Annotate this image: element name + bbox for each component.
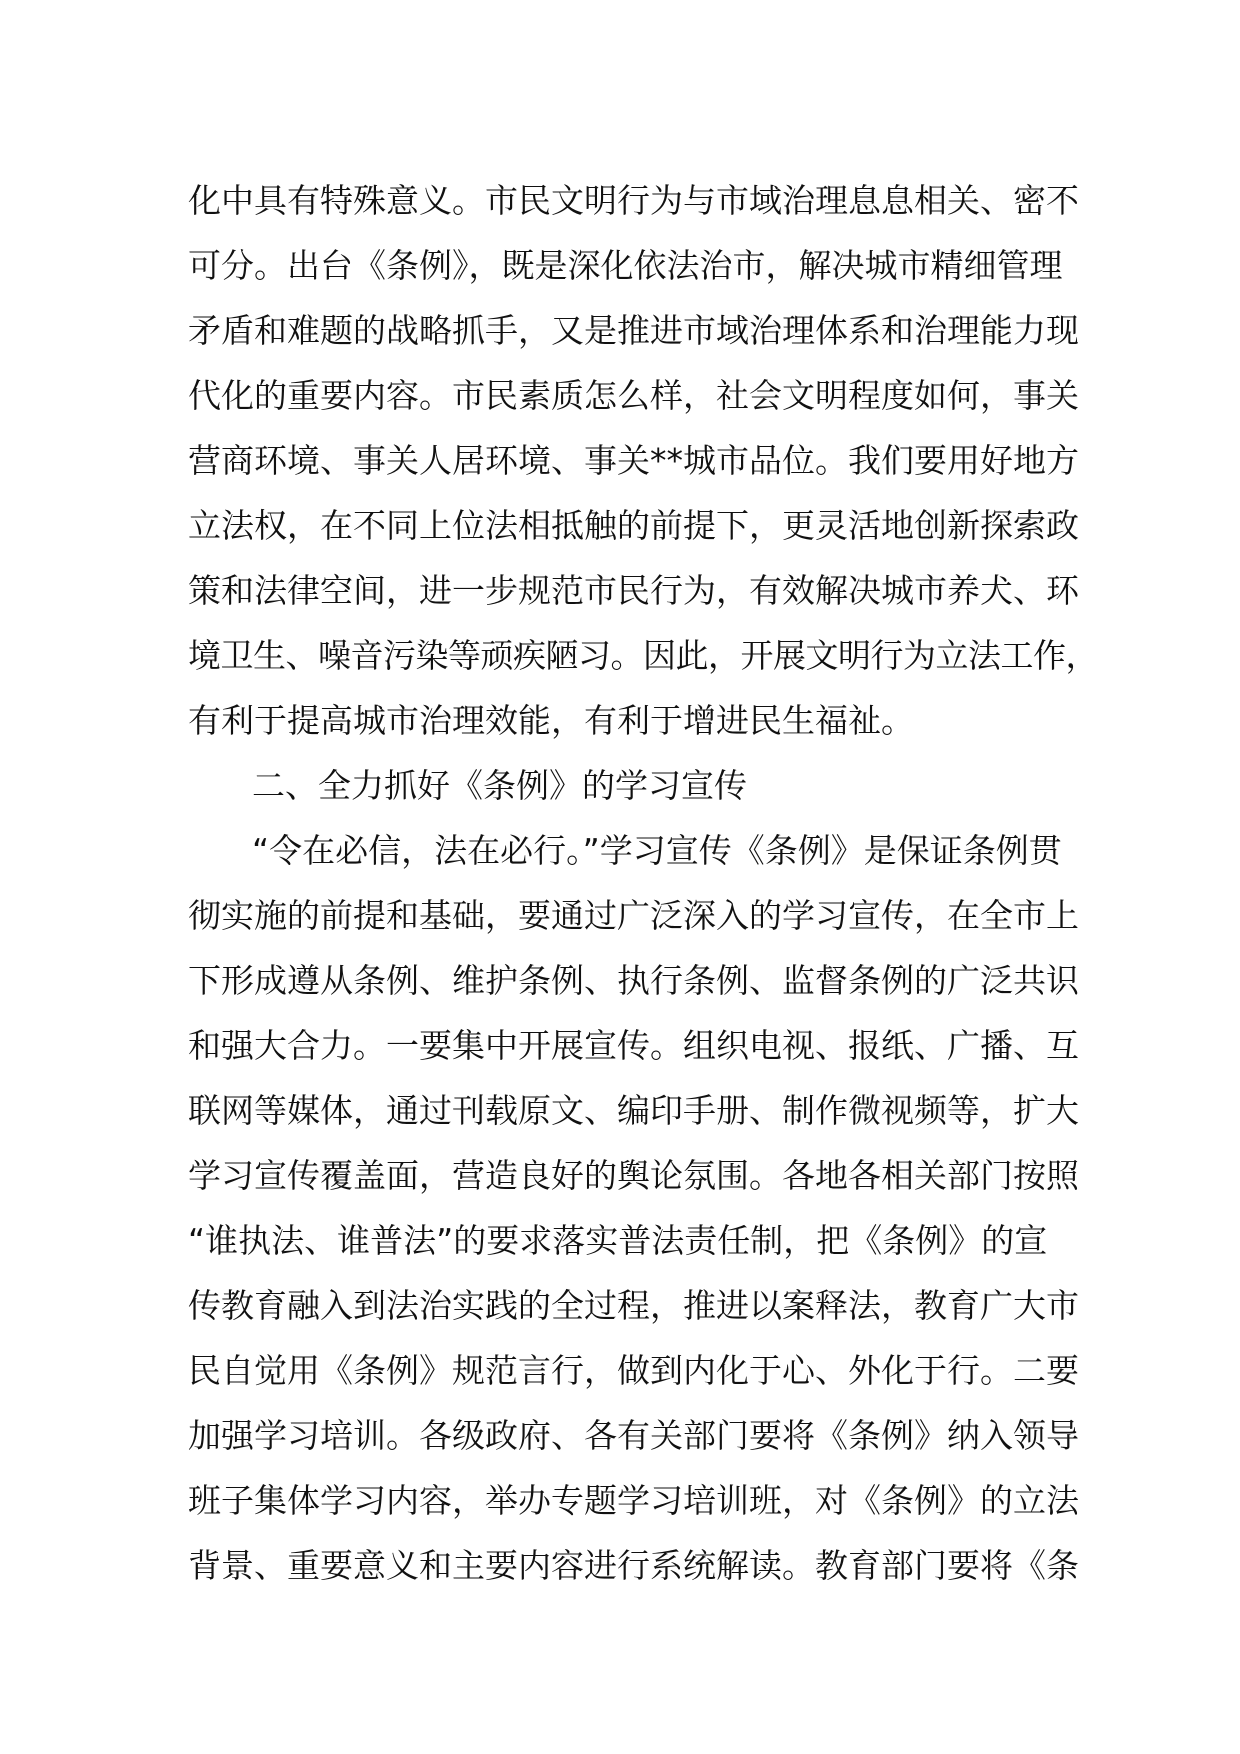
text-line: 立法权，在不同上位法相抵触的前提下，更灵活地创新探索政 xyxy=(188,506,1079,545)
text-line: 加强学习培训。各级政府、各有关部门要将《条例》纳入领导 xyxy=(188,1416,1079,1455)
text-line: 班子集体学习内容，举办专题学习培训班，对《条例》的立法 xyxy=(188,1481,1079,1520)
text-line: 彻实施的前提和基础，要通过广泛深入的学习宣传，在全市上 xyxy=(188,896,1079,935)
text-line: 学习宣传覆盖面，营造良好的舆论氛围。各地各相关部门按照 xyxy=(188,1156,1079,1195)
text-line: 背景、重要意义和主要内容进行系统解读。教育部门要将《条 xyxy=(188,1546,1079,1585)
text-line: 传教育融入到法治实践的全过程，推进以案释法，教育广大市 xyxy=(188,1286,1079,1325)
text-line: 策和法律空间，进一步规范市民行为，有效解决城市养犬、环 xyxy=(188,571,1079,610)
text-line: 和强大合力。一要集中开展宣传。组织电视、报纸、广播、互 xyxy=(188,1026,1079,1065)
text-line: 联网等媒体，通过刊载原文、编印手册、制作微视频等，扩大 xyxy=(188,1091,1079,1130)
body-text xyxy=(188,168,1098,1598)
section-heading: 二、全力抓好《条例》的学习宣传 xyxy=(252,766,747,805)
text-line: 可分。出台《条例》，既是深化依法治市，解决城市精细管理 xyxy=(188,246,1063,285)
text-line: 下形成遵从条例、维护条例、执行条例、监督条例的广泛共识 xyxy=(188,961,1079,1000)
text-line: “令在必信，法在必行。”学习宣传《条例》是保证条例贯 xyxy=(252,831,1062,870)
text-line: 矛盾和难题的战略抓手，又是推进市域治理体系和治理能力现 xyxy=(188,311,1079,350)
text-line: 营商环境、事关人居环境、事关**城市品位。我们要用好地方 xyxy=(188,441,1079,480)
text-line: 代化的重要内容。市民素质怎么样，社会文明程度如何，事关 xyxy=(188,376,1079,415)
text-line: 化中具有特殊意义。市民文明行为与市域治理息息相关、密不 xyxy=(188,181,1079,220)
text-line: “谁执法、谁普法”的要求落实普法责任制，把《条例》的宣 xyxy=(188,1221,1048,1260)
text-line: 境卫生、噪音污染等顽疾陋习。因此，开展文明行为立法工作， xyxy=(188,636,1098,675)
text-line: 民自觉用《条例》规范言行，做到内化于心、外化于行。二要 xyxy=(188,1351,1079,1390)
text-line: 有利于提高城市治理效能，有利于增进民生福祉。 xyxy=(188,701,914,740)
